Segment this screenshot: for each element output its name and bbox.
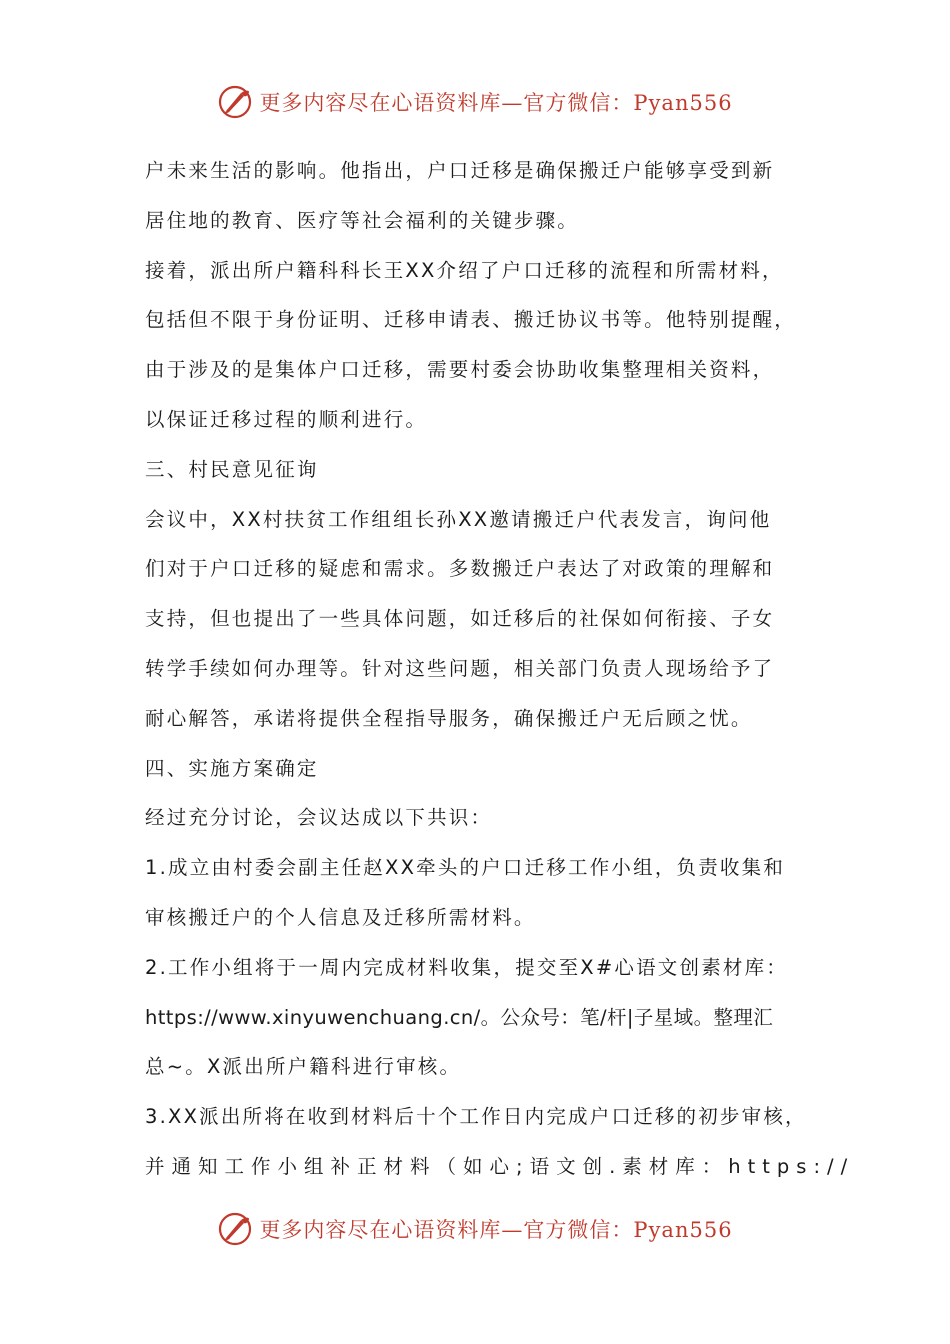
list-item: 2.工作小组将于一周内完成材料收集，提交至X#心语文创素材库： [145,955,789,979]
body-line: 支持，但也提出了一些具体问题，如迁移后的社保如何衔接、子女 [145,607,775,631]
body-line: 以保证迁移过程的顺利进行。 [145,407,428,431]
header-banner-text: 更多内容尽在心语资料库—官方微信：Pyan556 [259,91,733,115]
section-heading: 三、村民意见征询 [145,457,319,481]
quill-pen-icon [217,84,253,120]
body-line: 总~。X派出所户籍科进行审核。 [145,1055,462,1079]
section-heading: 四、实施方案确定 [145,756,319,780]
quill-pen-icon [217,1211,253,1247]
body-line: 转学手续如何办理等。针对这些问题，相关部门负责人现场给予了 [145,656,775,680]
body-line: https://www.xinyuwenchuang.cn/。公众号：笔/杆|子星域。整理汇 [145,1005,774,1029]
list-item: 1.成立由村委会副主任赵XX牵头的户口迁移工作小组，负责收集和 [145,856,786,880]
body-line: 户未来生活的影响。他指出，户口迁移是确保搬迁户能够享受到新 [145,159,775,182]
body-line: 耐心解答，承诺将提供全程指导服务，确保搬迁户无后顾之忧。 [145,706,753,730]
body-line: 经过充分讨论，会议达成以下共识： [145,806,493,830]
header-banner [0,82,950,122]
body-line: 审核搬迁户的个人信息及迁移所需材料。 [145,905,536,929]
footer-banner [0,1209,950,1249]
body-line: 并通知工作小组补正材料（如心;语文创.素材库：https:// [145,1154,855,1178]
body-line: 们对于户口迁移的疑虑和需求。多数搬迁户表达了对政策的理解和 [145,557,775,581]
body-line: 包括但不限于身份证明、迁移申请表、搬迁协议书等。他特别提醒， [145,308,797,332]
document-body [145,146,855,1192]
list-item: 3.XX派出所将在收到材料后十个工作日内完成户口迁移的初步审核， [145,1105,807,1129]
body-line: 居住地的教育、医疗等社会福利的关键步骤。 [145,208,580,232]
footer-banner-text: 更多内容尽在心语资料库—官方微信：Pyan556 [259,1218,733,1242]
body-line: 接着，派出所户籍科科长王XX介绍了户口迁移的流程和所需材料， [145,258,784,282]
body-line: 会议中，XX村扶贫工作组组长孙XX邀请搬迁户代表发言，询问他 [145,507,772,531]
body-line: 由于涉及的是集体户口迁移，需要村委会协助收集整理相关资料， [145,358,775,382]
